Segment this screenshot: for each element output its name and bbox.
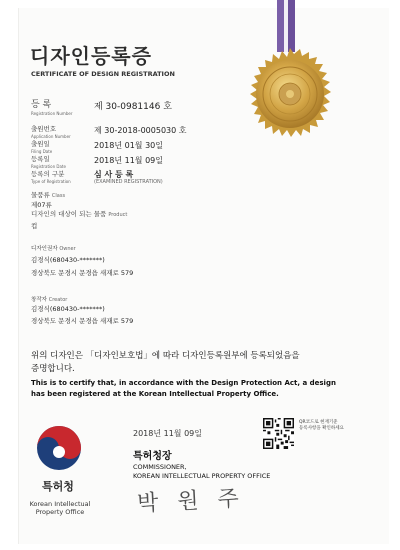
product-value: 컵 — [31, 222, 38, 230]
registration-number: 제 30-0981146 호 — [94, 102, 172, 112]
certificate-title: 디자인등록증 — [30, 44, 152, 68]
creator-label: 창작자 Creator — [31, 297, 68, 303]
issuer-ko: 특허청장 — [133, 451, 172, 462]
registration-date: 2018년 11월 09일 — [94, 156, 163, 165]
filing-date: 2018년 01월 30일 — [94, 141, 163, 150]
registration-type-en: (EXAMINED REGISTRATION) — [94, 179, 163, 185]
class-value: 제07류 — [31, 201, 52, 209]
gold-seal-icon — [243, 47, 337, 141]
issuer-en-line1: COMMISSIONER, — [133, 463, 187, 471]
registration-date-label: 등록일 Registration Date — [31, 155, 66, 169]
class-label: 물품류 Class — [31, 191, 66, 199]
application-label: 출원번호 Application Number — [31, 125, 71, 139]
signature: 박 원 주 — [136, 486, 246, 517]
issue-date: 2018년 11월 09일 — [133, 429, 202, 438]
application-number: 제 30-2018-0005030 호 — [94, 126, 187, 135]
kipo-logo-icon — [36, 425, 82, 471]
filing-label: 출원일 Filing Date — [31, 140, 53, 154]
owner-label: 디자인권자 Owner — [31, 246, 76, 252]
product-label: 디자인의 대상이 되는 물품 Product — [31, 210, 128, 218]
registration-type-label: 등록의 구분 Type of Registration — [31, 170, 71, 184]
owner-address: 경상북도 문경시 문경읍 새재로 579 — [31, 269, 134, 277]
statement-en-line2: has been registered at the Korean Intellectual Property Office. — [31, 390, 279, 398]
ribbon-right — [288, 0, 295, 52]
ribbon-left — [277, 0, 284, 52]
qr-note: QR코드로 현재기준 등록사항을 확인하세요 — [299, 420, 344, 431]
qr-code-icon[interactable] — [263, 418, 294, 449]
kipo-logo-text-ko: 특허청 — [42, 480, 74, 493]
registration-type: 심 사 등 록 — [94, 170, 134, 179]
creator-address: 경상북도 문경시 문경읍 새재로 579 — [31, 317, 134, 325]
registration-label: 등 록 Registration Number — [31, 100, 73, 116]
statement-en-line1: This is to certify that, in accordance with the Design Protection Act, a design — [31, 379, 336, 387]
statement-ko-line2: 증명합니다. — [31, 364, 75, 374]
certificate-subtitle: CERTIFICATE OF DESIGN REGISTRATION — [31, 70, 175, 78]
statement-ko-line1: 위의 디자인은 「디자인보호법」에 따라 디자인등록원부에 등록되었음을 — [31, 351, 300, 361]
kipo-logo-text-en: Korean Intellectual Property Office — [29, 500, 91, 516]
owner-name: 김경식(680430-*******) — [31, 256, 105, 264]
issuer-en-line2: KOREAN INTELLECTUAL PROPERTY OFFICE — [133, 472, 271, 480]
creator-name: 김경식(680430-*******) — [31, 305, 105, 313]
